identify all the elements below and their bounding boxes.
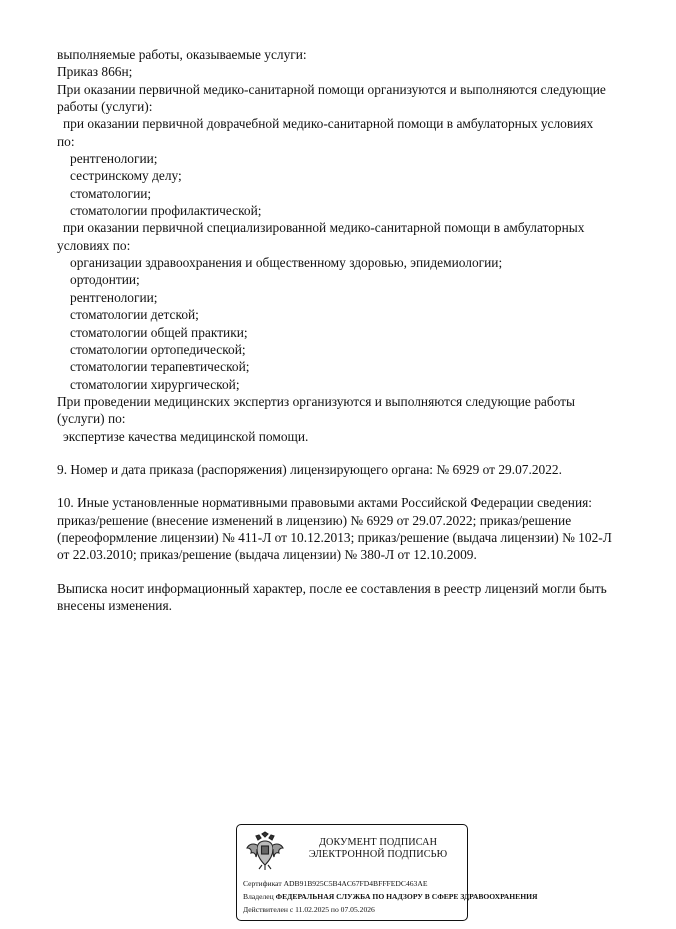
section-10-line: 10. Иные установленные нормативными правовыми актами Российской Федерации сведения: (57, 495, 592, 511)
document-line: рентгенологии; (70, 151, 158, 167)
document-line: стоматологии общей практики; (70, 324, 248, 340)
stamp-title-line: ДОКУМЕНТ ПОДПИСАН (318, 837, 438, 848)
note-line: внесены изменения. (57, 597, 172, 613)
document-line: работы (услуги): (57, 99, 153, 115)
document-line: рентгенологии; (70, 289, 158, 305)
informational-note (57, 580, 657, 615)
document-line: стоматологии ортопедической; (70, 341, 246, 357)
document-line: при оказании первичной доврачебной медико-санитарной помощи в амбулаторных условиях (63, 116, 594, 132)
section-10-line: от 22.03.2010; приказ/решение (выдача лицензии) № 380-Л от 12.10.2009. (57, 547, 477, 563)
document-line: стоматологии хирургической; (70, 376, 240, 392)
electronic-signature-stamp (236, 824, 538, 921)
stamp-details (243, 877, 543, 917)
certificate-value: ADB91B925C5B4AC67FD4BFFFEDC463AE (283, 879, 428, 888)
section-10-line: (переоформление лицензии) № 411-Л от 10.12.2013; приказ/решение (выдача лицензии) № 102-Л (57, 529, 612, 545)
document-line: при оказании первичной специализированной медико-санитарной помощи в амбулаторных (63, 220, 585, 236)
document-line: Приказ 866н; (57, 64, 133, 80)
document-line: сестринскому делу; (70, 168, 182, 184)
section-9-order-number: 9. Номер и дата приказа (распоряжения) лицензирующего органа: № 6929 от 29.07.2022. (57, 461, 562, 477)
document-line: по: (57, 133, 75, 149)
owner-label: Владелец (243, 892, 274, 902)
document-line: стоматологии терапевтической; (70, 359, 250, 375)
licensed-works-list (57, 46, 657, 445)
document-line: При проведении медицинских экспертиз организуются и выполняются следующие работы (57, 393, 576, 409)
document-line: При оказании первичной медико-санитарной помощи организуются и выполняются следующие (57, 81, 606, 97)
stamp-title (297, 837, 459, 860)
document-line: стоматологии профилактической; (70, 203, 262, 219)
document-line: организации здравоохранения и общественному здоровью, эпидемиологии; (70, 255, 503, 271)
stamp-title-line: ЭЛЕКТРОННОЙ ПОДПИСЬЮ (308, 848, 448, 860)
certificate-row (243, 877, 543, 890)
section-10-line: приказ/решение (внесение изменений в лицензию) № 6929 от 29.07.2022; приказ/решение (57, 512, 572, 528)
document-line: стоматологии; (70, 185, 152, 201)
document-line: ортодонтии; (70, 272, 140, 288)
document-line: выполняемые работы, оказываемые услуги: (57, 47, 307, 62)
owner-value: ФЕДЕРАЛЬНАЯ СЛУЖБА ПО НАДЗОРУ В СФЕРЕ ЗДРАВООХРАНЕНИЯ (275, 892, 538, 902)
document-line: условиях по: (57, 237, 131, 253)
document-line: стоматологии детской; (70, 307, 199, 323)
certificate-label: Сертификат (243, 879, 282, 888)
section-10-other-info (57, 494, 657, 563)
owner-row (243, 890, 543, 903)
russian-coat-of-arms-icon (245, 831, 285, 871)
document-line: экспертизе качества медицинской помощи. (63, 428, 309, 444)
note-line: Выписка носит информационный характер, после ее составления в реестр лицензий могли быть (57, 580, 607, 596)
document-line: (услуги) по: (57, 411, 126, 427)
validity-row: Действителен с 11.02.2025 по 07.05.2026 (243, 905, 375, 915)
document-body (57, 46, 657, 614)
